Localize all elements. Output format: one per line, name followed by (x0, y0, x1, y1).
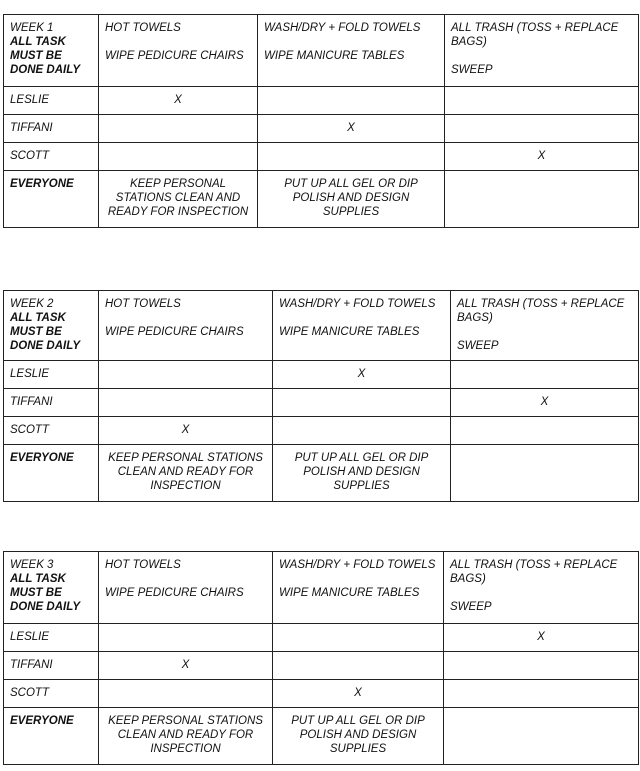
everyone-task: KEEP PERSONAL STATIONS CLEAN AND READY FOR INSPECTION (99, 445, 273, 502)
task-label: WIPE PEDICURE CHAIRS (105, 50, 244, 62)
assignment-cell (273, 624, 444, 652)
staff-name: LESLIE (4, 87, 99, 115)
task-label: WASH/DRY + FOLD TOWELS (264, 22, 421, 34)
task-column-header (99, 15, 258, 87)
task-label: WIPE MANICURE TABLES (279, 587, 420, 599)
staff-name: TIFFANI (4, 389, 99, 417)
assignment-cell (99, 389, 273, 417)
assignment-cell: X (445, 143, 639, 171)
staff-name: LESLIE (4, 361, 99, 389)
week-title: WEEK 1 (10, 22, 54, 34)
everyone-row (4, 445, 639, 502)
week-note: ALL TASK (10, 312, 66, 324)
assignment-cell: X (99, 87, 258, 115)
everyone-task (451, 445, 639, 502)
everyone-task: PUT UP ALL GEL OR DIP POLISH AND DESIGN SUPPLIES (273, 708, 444, 765)
task-column-header (445, 15, 639, 87)
staff-row (4, 143, 639, 171)
assignment-cell: X (258, 115, 445, 143)
task-label: WIPE MANICURE TABLES (279, 326, 420, 338)
task-label (279, 311, 444, 325)
staff-name: SCOTT (4, 143, 99, 171)
task-label: HOT TOWELS (105, 559, 181, 571)
task-label: HOT TOWELS (105, 22, 181, 34)
task-label: ALL TRASH (TOSS + REPLACE BAGS) (457, 298, 625, 324)
task-label: HOT TOWELS (105, 298, 181, 310)
week-header-cell (4, 291, 99, 361)
task-label (105, 572, 266, 586)
week-note: ALL TASK (10, 36, 66, 48)
staff-row (4, 417, 639, 445)
assignment-cell: X (451, 389, 639, 417)
task-label (451, 49, 632, 63)
everyone-row (4, 708, 639, 765)
everyone-label: EVERYONE (4, 445, 99, 502)
assignment-cell (444, 680, 639, 708)
task-label (457, 325, 632, 339)
staff-name: TIFFANI (4, 115, 99, 143)
task-column-header (258, 15, 445, 87)
header-row (4, 291, 639, 361)
task-column-header (273, 552, 444, 624)
task-column-header (99, 291, 273, 361)
everyone-task: PUT UP ALL GEL OR DIP POLISH AND DESIGN SUPPLIES (273, 445, 451, 502)
task-label: WASH/DRY + FOLD TOWELS (279, 298, 436, 310)
staff-name: LESLIE (4, 624, 99, 652)
week-table (3, 14, 639, 228)
assignment-cell (258, 87, 445, 115)
staff-row (4, 680, 639, 708)
task-label (450, 586, 632, 600)
task-label (264, 35, 438, 49)
staff-row (4, 624, 639, 652)
assignment-cell: X (99, 417, 273, 445)
staff-row (4, 87, 639, 115)
task-label: WIPE PEDICURE CHAIRS (105, 587, 244, 599)
assignment-cell (273, 652, 444, 680)
staff-name: SCOTT (4, 680, 99, 708)
header-row (4, 552, 639, 624)
assignment-cell (99, 361, 273, 389)
assignment-cell (451, 361, 639, 389)
week-note: DONE DAILY (10, 601, 81, 613)
everyone-label: EVERYONE (4, 171, 99, 228)
assignment-cell (451, 417, 639, 445)
everyone-task: PUT UP ALL GEL OR DIP POLISH AND DESIGN SUPPLIES (258, 171, 445, 228)
assignment-cell (444, 652, 639, 680)
task-label: SWEEP (450, 601, 492, 613)
week-title: WEEK 2 (10, 298, 54, 310)
assignment-cell: X (99, 652, 273, 680)
task-label: SWEEP (457, 340, 499, 352)
task-column-header (444, 552, 639, 624)
task-column-header (273, 291, 451, 361)
week-header-cell (4, 552, 99, 624)
task-label (105, 35, 251, 49)
everyone-task: KEEP PERSONAL STATIONS CLEAN AND READY FOR INSPECTION (99, 708, 273, 765)
assignment-cell (99, 680, 273, 708)
staff-row (4, 115, 639, 143)
task-label: ALL TRASH (TOSS + REPLACE BAGS) (451, 22, 619, 48)
everyone-label: EVERYONE (4, 708, 99, 765)
everyone-task: KEEP PERSONAL STATIONS CLEAN AND READY FOR INSPECTION (99, 171, 258, 228)
staff-name: TIFFANI (4, 652, 99, 680)
task-column-header (99, 552, 273, 624)
task-label: ALL TRASH (TOSS + REPLACE BAGS) (450, 559, 618, 585)
task-label: SWEEP (451, 64, 493, 76)
week-table (3, 290, 639, 502)
assignment-cell (273, 417, 451, 445)
assignment-cell (99, 624, 273, 652)
header-row (4, 15, 639, 87)
assignment-cell (445, 115, 639, 143)
week-table (3, 551, 639, 765)
assignment-cell: X (273, 361, 451, 389)
task-label (279, 572, 437, 586)
week-title: WEEK 3 (10, 559, 54, 571)
everyone-task (444, 708, 639, 765)
week-note: DONE DAILY (10, 64, 81, 76)
staff-row (4, 652, 639, 680)
everyone-row (4, 171, 639, 228)
task-column-header (451, 291, 639, 361)
everyone-task (445, 171, 639, 228)
task-label (105, 311, 266, 325)
week-note: DONE DAILY (10, 340, 81, 352)
staff-row (4, 361, 639, 389)
assignment-cell (273, 389, 451, 417)
week-note: MUST BE (10, 587, 62, 599)
assignment-cell (99, 115, 258, 143)
week-header-cell (4, 15, 99, 87)
week-note: MUST BE (10, 326, 62, 338)
assignment-cell (258, 143, 445, 171)
assignment-cell: X (444, 624, 639, 652)
assignment-cell: X (273, 680, 444, 708)
assignment-cell (445, 87, 639, 115)
staff-row (4, 389, 639, 417)
week-note: MUST BE (10, 50, 62, 62)
week-note: ALL TASK (10, 573, 66, 585)
task-label: WIPE MANICURE TABLES (264, 50, 405, 62)
staff-name: SCOTT (4, 417, 99, 445)
task-label: WASH/DRY + FOLD TOWELS (279, 559, 436, 571)
task-label: WIPE PEDICURE CHAIRS (105, 326, 244, 338)
assignment-cell (99, 143, 258, 171)
